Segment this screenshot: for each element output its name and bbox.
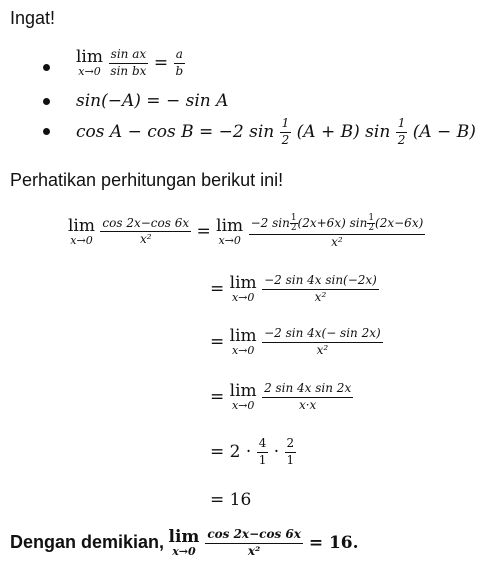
calc-limit: lim x→0 (68, 215, 95, 247)
rule-1-limit: lim x→0 (76, 47, 103, 79)
calc-line-3: = lim x→0 $\frac{-2 \sin 4x(- \sin 2x)}{\text{x²}}$ (210, 326, 381, 358)
conclusion: Dengan demikian, lim x→0 $\frac{\cos 2x-\cos 6x}{\text{x²}}$ = 16. (10, 527, 359, 559)
rule-3-half-2: $\frac{1}{2}$ (397, 116, 406, 147)
conclusion-text: Dengan demikian, (10, 531, 165, 552)
calc-line-1-result: −2 sin $\frac{1}{2}$ (2x+6x) sin $\frac{1}{2}$ (2x−6x) x² (250, 213, 424, 249)
rule-1-result: $\frac{a}{b}$ (175, 47, 184, 78)
calc-line-6: = 16 (210, 490, 252, 510)
rule-3: cos A − cos B = −2 sin $\frac{1}{2}$ (A + B) sin $\frac{1}{2}$ (A − B) (76, 116, 476, 147)
calc-line-4: = lim x→0 $\frac{\text{2 sin 4x sin 2x}}{x\cdot x}$ (210, 381, 352, 413)
rule-1-fraction: $\frac{\text{sin ax}}{\text{sin bx}}$ (110, 47, 147, 78)
rule-1: lim x→0 $\frac{\text{sin ax}}{\text{sin bx}}$ = $\frac{a}{b}$ (76, 47, 184, 79)
rule-2: sin(−A) = − sin A (76, 91, 229, 111)
calc-line-1-fraction: $\frac{\cos 2x-\cos 6x}{\text{x²}}$ (102, 215, 190, 247)
calc-limit: lim x→0 (216, 215, 244, 247)
intro-text: Perhatikan perhitungan berikut ini! (10, 170, 284, 190)
rule-3-half-1: $\frac{1}{2}$ (281, 116, 290, 147)
calc-line-5: = 2 · $\frac{4}{1}$ · $\frac{2}{1}$ (210, 436, 295, 467)
bullet-2 (43, 98, 50, 105)
heading: Ingat! (10, 8, 56, 28)
calc-line-2: = lim x→0 $\frac{\text{−2 sin 4x sin(−2x)}}{\text{x²}}$ (210, 273, 377, 305)
calc-line-1: lim x→0 $\frac{\cos 2x-\cos 6x}{\text{x²}}$ = lim x→0 −2 sin $\frac{1}{2}$ (2x+6x) sin $\frac{1}{2}$ (2x−6x) x² (68, 213, 424, 249)
bullet-1 (43, 64, 50, 71)
bullet-3 (43, 128, 50, 135)
